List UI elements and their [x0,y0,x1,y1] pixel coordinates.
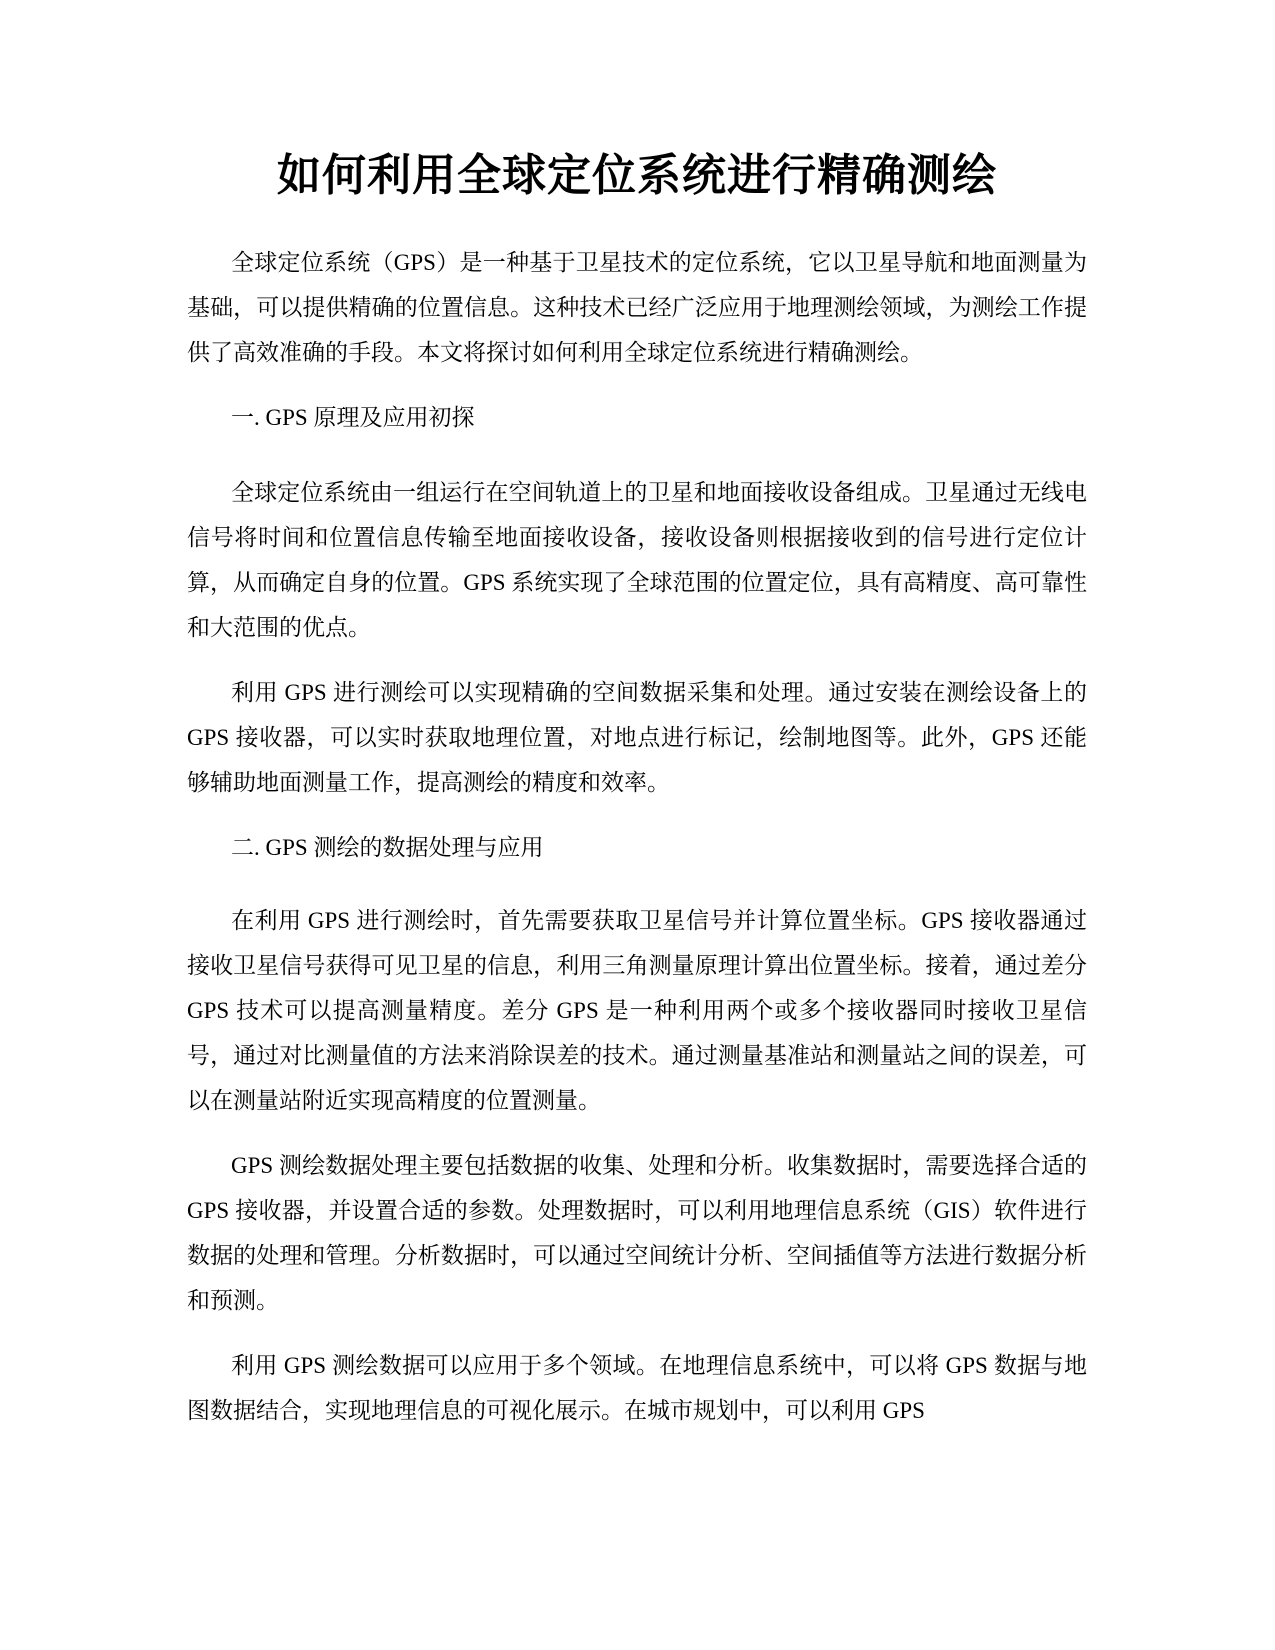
section2-paragraph-1: 在利用 GPS 进行测绘时，首先需要获取卫星信号并计算位置坐标。GPS 接收器通过接收卫星信号获得可见卫星的信息，利用三角测量原理计算出位置坐标。接着，通过差分 GPS 技术可以提高测量精度。差分 GPS 是一种利用两个或多个接收器同时接收卫星信号，通过对比测量值的方法来消除误差的技术。通过测量基准站和测量站之间的误差，可以在测量站附近实现高精度的位置测量。 [187,908,1087,1113]
section2-paragraph-3: 利用 GPS 测绘数据可以应用于多个领域。在地理信息系统中，可以将 GPS 数据与地图数据结合，实现地理信息的可视化展示。在城市规划中，可以利用 GPS [187,1353,1087,1423]
section-heading-2: 二. GPS 测绘的数据处理与应用 [231,835,544,860]
section-heading-1: 一. GPS 原理及应用初探 [231,405,475,430]
section2-paragraph-2: GPS 测绘数据处理主要包括数据的收集、处理和分析。收集数据时，需要选择合适的 GPS 接收器，并设置合适的参数。处理数据时，可以利用地理信息系统（GIS）软件进行数据的处理和管理。分析数据时，可以通过空间统计分析、空间插值等方法进行数据分析和预测。 [187,1153,1087,1313]
section1-paragraph-2: 利用 GPS 进行测绘可以实现精确的空间数据采集和处理。通过安装在测绘设备上的 GPS 接收器，可以实时获取地理位置，对地点进行标记，绘制地图等。此外，GPS 还能够辅助地面测量工作，提高测绘的精度和效率。 [187,680,1087,795]
intro-paragraph: 全球定位系统（GPS）是一种基于卫星技术的定位系统，它以卫星导航和地面测量为基础，可以提供精确的位置信息。这种技术已经广泛应用于地理测绘领域，为测绘工作提供了高效准确的手段。本文将探讨如何利用全球定位系统进行精确测绘。 [187,250,1087,365]
document-title: 如何利用全球定位系统进行精确测绘 [277,150,997,201]
section1-paragraph-1: 全球定位系统由一组运行在空间轨道上的卫星和地面接收设备组成。卫星通过无线电信号将时间和位置信息传输至地面接收设备，接收设备则根据接收到的信号进行定位计算，从而确定自身的位置。GPS 系统实现了全球范围的位置定位，具有高精度、高可靠性和大范围的优点。 [187,480,1087,640]
document-page [187,148,1087,1453]
